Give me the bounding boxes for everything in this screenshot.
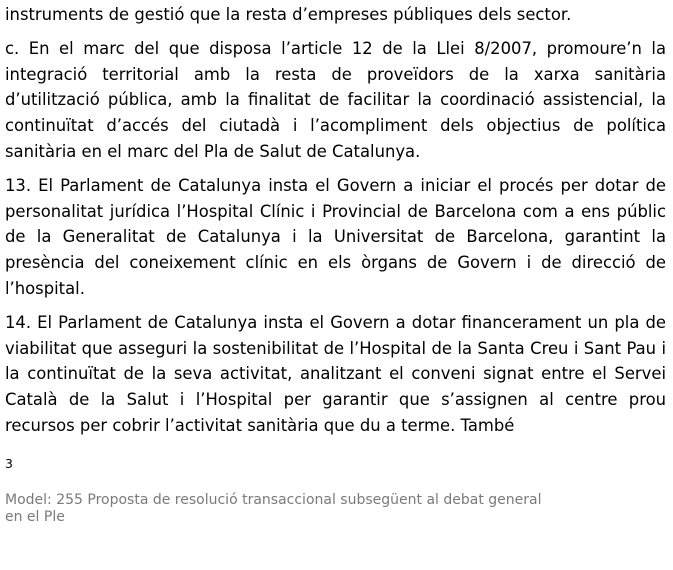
paragraph-point-14: 14. El Parlament de Catalunya insta el Govern a dotar financerament un pla de viabilitat que asseguri la sostenibilitat de l’Hospital de la Santa Creu i Sant Pau i la continuïtat de la seva activitat, analitzant el conveni signat entre el Servei Català de la Salut i l’Hospital per garantir que s’assignen al centre prou recursos per cobrir l’activitat sanitària que du a terme. També (5, 312, 666, 435)
footer-line-2: en el Ple (5, 509, 65, 525)
paragraph-intro-line: instruments de gestió que la resta d’empreses públiques dels sector. (5, 5, 572, 24)
document-body (5, 2, 666, 447)
paragraph-point-13: 13. El Parlament de Catalunya insta el Govern a iniciar el procés per dotar de personalitat jurídica l’Hospital Clínic i Provincial de Barcelona com a ens públic de la Generalitat de Catalunya i la Universitat de Barcelona, garantint la presència del coneixement clínic en els òrgans de Govern i de direcció de l’hospital. (5, 175, 666, 298)
paragraph-point-c: c. En el marc del que disposa l’article 12 de la Llei 8/2007, promoure’n la integració territorial amb la resta de proveïdors de la xarxa sanitària d’utilització pública, amb la finalitat de facilitar la coordinació assistencial, la continuïtat d’accés del ciutadà i l’acompliment dels objectius de política sanitària en el marc del Pla de Salut de Catalunya. (5, 38, 666, 161)
footer-note (5, 492, 605, 526)
footer-line-1: Model: 255 Proposta de resolució transaccional subsegüent al debat general (5, 492, 542, 508)
page-number: 3 (5, 456, 13, 471)
